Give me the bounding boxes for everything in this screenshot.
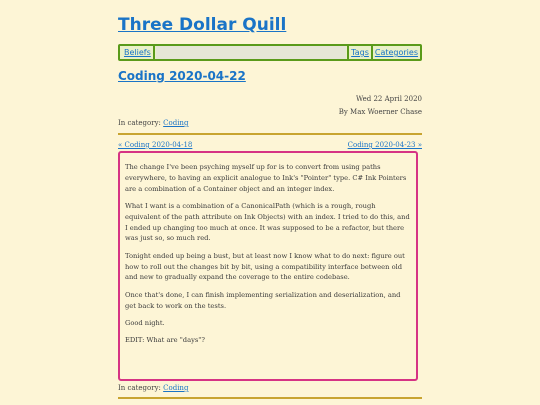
- divider-rule: [118, 397, 422, 399]
- nav-tags-link[interactable]: Tags: [351, 48, 369, 57]
- post-paragraph: What I want is a combination of a CanonicalPath (which is a rough, rough equivalent of the path attribute on Ink Objects) with an index. I tried to do this, and I ended up changing too much at once. It was supposed to be a refactor, but there was just so, so much red.: [125, 201, 410, 243]
- nav-divider: [153, 46, 155, 59]
- post-paragraph: The change I've been psyching myself up for is to convert from using paths everywhere, to having an explicit analogue to Ink's "Pointer" type. C# Ink Pointers are a combination of a Container object and an integer index.: [125, 163, 407, 193]
- post-paragraph: Once that's done, I can finish implementing serialization and deserialization, and get back to work on the tests.: [125, 290, 401, 310]
- nav-bar: [118, 44, 422, 61]
- post-category-top: [118, 119, 188, 127]
- post-category-bottom: [118, 384, 188, 392]
- post-paragraph: EDIT: What are "days"?: [125, 336, 205, 345]
- category-prefix: In category:: [118, 119, 161, 127]
- nav-categories-link[interactable]: Categories: [374, 48, 418, 57]
- category-prefix: In category:: [118, 384, 161, 392]
- previous-post-link[interactable]: « Coding 2020-04-18: [118, 141, 193, 149]
- post-title-link[interactable]: Coding 2020-04-22: [118, 69, 246, 83]
- nav-beliefs-link[interactable]: Beliefs: [124, 48, 151, 57]
- next-post-link[interactable]: Coding 2020-04-23 »: [347, 141, 422, 149]
- post-paragraph: Good night.: [125, 318, 165, 327]
- post-paragraph: Tonight ended up being a bust, but at least now I know what to do next: figure out how to roll out the changes bit by bit, using a compatibility interface between old and new to gradually expand the coverage to the entire codebase.: [125, 251, 405, 282]
- post-date: Wed 22 April 2020: [355, 95, 422, 103]
- post-content: [118, 151, 418, 381]
- category-link[interactable]: Coding: [163, 384, 189, 392]
- site-title-link[interactable]: Three Dollar Quill: [118, 15, 287, 35]
- divider-rule: [118, 133, 422, 135]
- category-link[interactable]: Coding: [163, 119, 189, 127]
- post-author: By Max Woerner Chase: [338, 108, 422, 116]
- search-input[interactable]: [156, 46, 346, 59]
